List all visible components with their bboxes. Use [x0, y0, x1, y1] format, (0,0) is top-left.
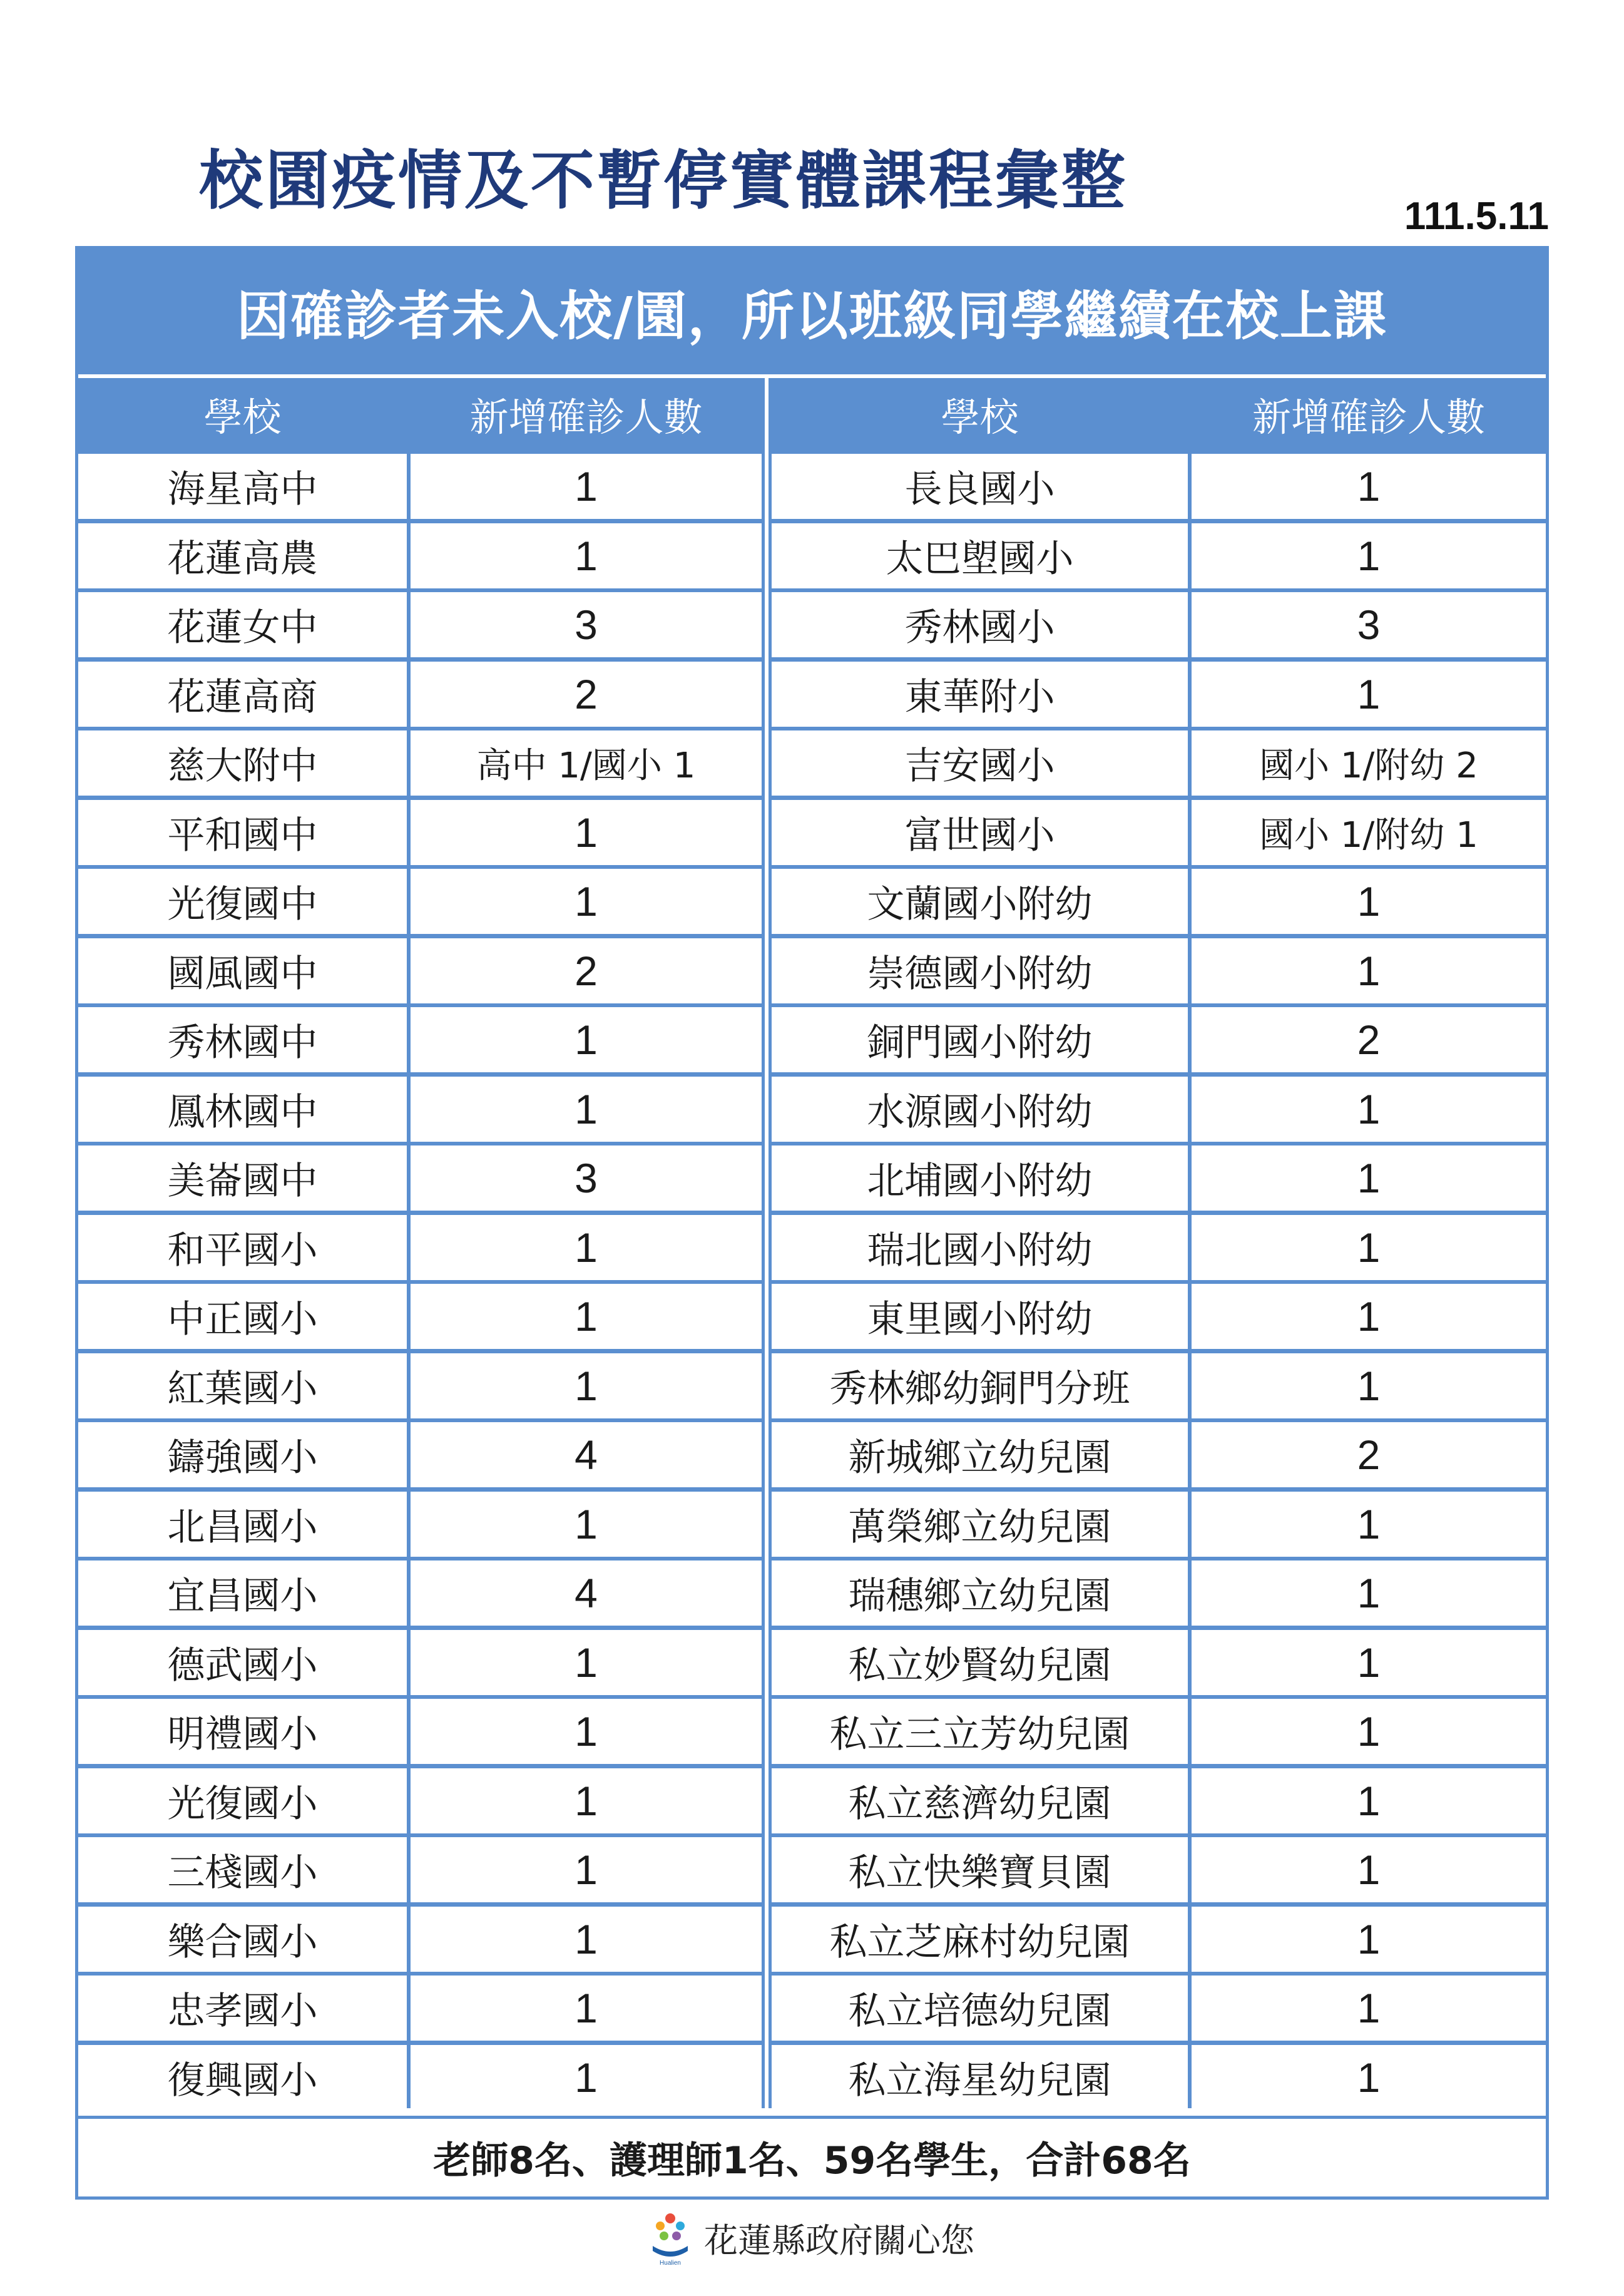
cell-school-left: 花蓮高農: [78, 523, 407, 588]
table-row: [78, 2045, 1546, 2114]
cell-school-left: 中正國小: [78, 1284, 407, 1349]
table-row: [78, 1837, 1546, 1906]
cell-cases-right: 1: [1192, 869, 1546, 934]
table-row: [78, 662, 1546, 730]
cell-cases-left: 1: [411, 1077, 762, 1142]
cell-school-right: 秀林鄉幼銅門分班: [772, 1353, 1188, 1418]
cell-cases-right: 1: [1192, 1492, 1546, 1557]
cell-school-left: 花蓮高商: [78, 662, 407, 727]
cell-school-right: 秀林國小: [772, 592, 1188, 657]
cell-cases-right: 國小 1/附幼 2: [1192, 730, 1546, 796]
cell-school-left: 和平國小: [78, 1215, 407, 1280]
cell-cases-left: 1: [411, 523, 762, 588]
cell-school-left: 國風國中: [78, 938, 407, 1003]
svg-text:Hualien: Hualien: [660, 2260, 681, 2266]
cell-school-left: 光復國中: [78, 869, 407, 934]
table-row: [78, 1492, 1546, 1561]
cell-school-right: 水源國小附幼: [772, 1077, 1188, 1142]
cell-cases-right: 1: [1192, 523, 1546, 588]
cell-cases-left: 2: [411, 938, 762, 1003]
cell-cases-right: 1: [1192, 1768, 1546, 1833]
cell-school-left: 海星高中: [78, 454, 407, 519]
cell-cases-left: 1: [411, 1768, 762, 1833]
page-title: 校園疫情及不暫停實體課程彙整: [199, 144, 1128, 218]
cell-cases-left: 1: [411, 2045, 762, 2110]
table-header-row: [78, 378, 1546, 450]
cell-cases-left: 1: [411, 1907, 762, 1972]
cell-cases-left: 3: [411, 1145, 762, 1211]
table-row: [78, 1561, 1546, 1629]
cell-cases-left: 4: [411, 1561, 762, 1626]
cell-school-left: 平和國中: [78, 800, 407, 865]
cell-school-right: 私立海星幼兒園: [772, 2045, 1188, 2110]
cell-cases-left: 1: [411, 454, 762, 519]
column-divider: [762, 378, 772, 2108]
cell-cases-left: 1: [411, 800, 762, 865]
cell-school-right: 私立芝麻村幼兒園: [772, 1907, 1188, 1972]
cell-cases-left: 1: [411, 1215, 762, 1280]
cell-school-left: 紅葉國小: [78, 1353, 407, 1418]
brand-slogan: 花蓮縣政府關心您: [704, 2220, 974, 2260]
table-row: [78, 523, 1546, 592]
cell-school-right: 北埔國小附幼: [772, 1145, 1188, 1211]
cell-cases-right: 國小 1/附幼 1: [1192, 800, 1546, 865]
cell-school-right: 萬榮鄉立幼兒園: [772, 1492, 1188, 1557]
cell-cases-left: 3: [411, 592, 762, 657]
cell-school-right: 東里國小附幼: [772, 1284, 1188, 1349]
table-row: [78, 1145, 1546, 1214]
cell-school-left: 鳳林國中: [78, 1077, 407, 1142]
cell-school-right: 長良國小: [772, 454, 1188, 519]
table-row: [78, 938, 1546, 1007]
cell-cases-right: 1: [1192, 1907, 1546, 1972]
cell-cases-right: 1: [1192, 1630, 1546, 1695]
cell-cases-left: 1: [411, 1837, 762, 1902]
table-row: [78, 1215, 1546, 1284]
table-row: [78, 730, 1546, 799]
cell-school-right: 銅門國小附幼: [772, 1007, 1188, 1072]
cell-school-left: 慈大附中: [78, 730, 407, 796]
cell-school-right: 瑞穗鄉立幼兒園: [772, 1561, 1188, 1626]
cell-cases-left: 1: [411, 1007, 762, 1072]
header-school-left: 學校: [78, 378, 407, 450]
cell-cases-left: 1: [411, 869, 762, 934]
cell-school-left: 美崙國中: [78, 1145, 407, 1211]
cell-school-right: 富世國小: [772, 800, 1188, 865]
cell-school-left: 光復國小: [78, 1768, 407, 1833]
cell-school-right: 新城鄉立幼兒園: [772, 1422, 1188, 1487]
cell-school-left: 復興國小: [78, 2045, 407, 2110]
cell-cases-right: 1: [1192, 1561, 1546, 1626]
table-row: [78, 1699, 1546, 1768]
cell-cases-right: 1: [1192, 1837, 1546, 1902]
table-row: [78, 454, 1546, 523]
header-cases-right: 新增確診人數: [1192, 378, 1546, 450]
cell-cases-right: 1: [1192, 662, 1546, 727]
brand-footer: [648, 2210, 974, 2266]
table-row: [78, 1976, 1546, 2044]
table-row: [78, 592, 1546, 661]
case-table: [75, 246, 1549, 2200]
cell-cases-right: 1: [1192, 1353, 1546, 1418]
hualien-logo-icon: [648, 2210, 693, 2266]
cell-school-left: 鑄強國小: [78, 1422, 407, 1487]
cell-cases-right: 1: [1192, 1077, 1546, 1142]
cell-cases-left: 1: [411, 1976, 762, 2041]
cell-cases-right: 2: [1192, 1422, 1546, 1487]
cell-school-left: 花蓮女中: [78, 592, 407, 657]
table-row: [78, 1630, 1546, 1699]
cell-cases-left: 高中 1/國小 1: [411, 730, 762, 796]
table-row: [78, 1422, 1546, 1491]
header-school-right: 學校: [772, 378, 1188, 450]
cell-school-right: 太巴塱國小: [772, 523, 1188, 588]
cell-school-right: 私立快樂寶貝園: [772, 1837, 1188, 1902]
table-row: [78, 1007, 1546, 1076]
cell-school-right: 私立慈濟幼兒園: [772, 1768, 1188, 1833]
cell-school-left: 明禮國小: [78, 1699, 407, 1764]
cell-cases-left: 2: [411, 662, 762, 727]
cell-school-left: 三棧國小: [78, 1837, 407, 1902]
table-row: [78, 1284, 1546, 1353]
cell-school-right: 私立妙賢幼兒園: [772, 1630, 1188, 1695]
cell-school-right: 瑞北國小附幼: [772, 1215, 1188, 1280]
cell-school-left: 秀林國中: [78, 1007, 407, 1072]
cell-cases-left: 1: [411, 1353, 762, 1418]
summary-total: 老師8名、護理師1名、59名學生，合計68名: [78, 2116, 1546, 2196]
cell-school-right: 文蘭國小附幼: [772, 869, 1188, 934]
cell-school-right: 私立三立芳幼兒園: [772, 1699, 1188, 1764]
header-cases-left: 新增確診人數: [411, 378, 762, 450]
table-row: [78, 800, 1546, 869]
cell-school-left: 宜昌國小: [78, 1561, 407, 1626]
table-banner: 因確診者未入校/園，所以班級同學繼續在校上課: [78, 249, 1546, 374]
cell-cases-right: 3: [1192, 592, 1546, 657]
cell-cases-right: 1: [1192, 1145, 1546, 1211]
cell-school-right: 私立培德幼兒園: [772, 1976, 1188, 2041]
cell-school-left: 樂合國小: [78, 1907, 407, 1972]
cell-cases-right: 2: [1192, 1007, 1546, 1072]
cell-cases-left: 1: [411, 1284, 762, 1349]
cell-cases-right: 1: [1192, 938, 1546, 1003]
cell-school-right: 吉安國小: [772, 730, 1188, 796]
cell-school-left: 德武國小: [78, 1630, 407, 1695]
cell-school-right: 崇德國小附幼: [772, 938, 1188, 1003]
cell-cases-right: 1: [1192, 454, 1546, 519]
cell-school-left: 北昌國小: [78, 1492, 407, 1557]
cell-school-right: 東華附小: [772, 662, 1188, 727]
table-row: [78, 1353, 1546, 1422]
cell-cases-left: 4: [411, 1422, 762, 1487]
cell-cases-right: 1: [1192, 2045, 1546, 2110]
cell-cases-right: 1: [1192, 1215, 1546, 1280]
cell-cases-right: 1: [1192, 1284, 1546, 1349]
cell-cases-left: 1: [411, 1630, 762, 1695]
cell-school-left: 忠孝國小: [78, 1976, 407, 2041]
cell-cases-right: 1: [1192, 1976, 1546, 2041]
table-row: [78, 1907, 1546, 1976]
cell-cases-left: 1: [411, 1699, 762, 1764]
report-date: 111.5.11: [1404, 195, 1549, 238]
table-row: [78, 1077, 1546, 1145]
cell-cases-left: 1: [411, 1492, 762, 1557]
table-row: [78, 869, 1546, 938]
cell-cases-right: 1: [1192, 1699, 1546, 1764]
table-row: [78, 1768, 1546, 1837]
